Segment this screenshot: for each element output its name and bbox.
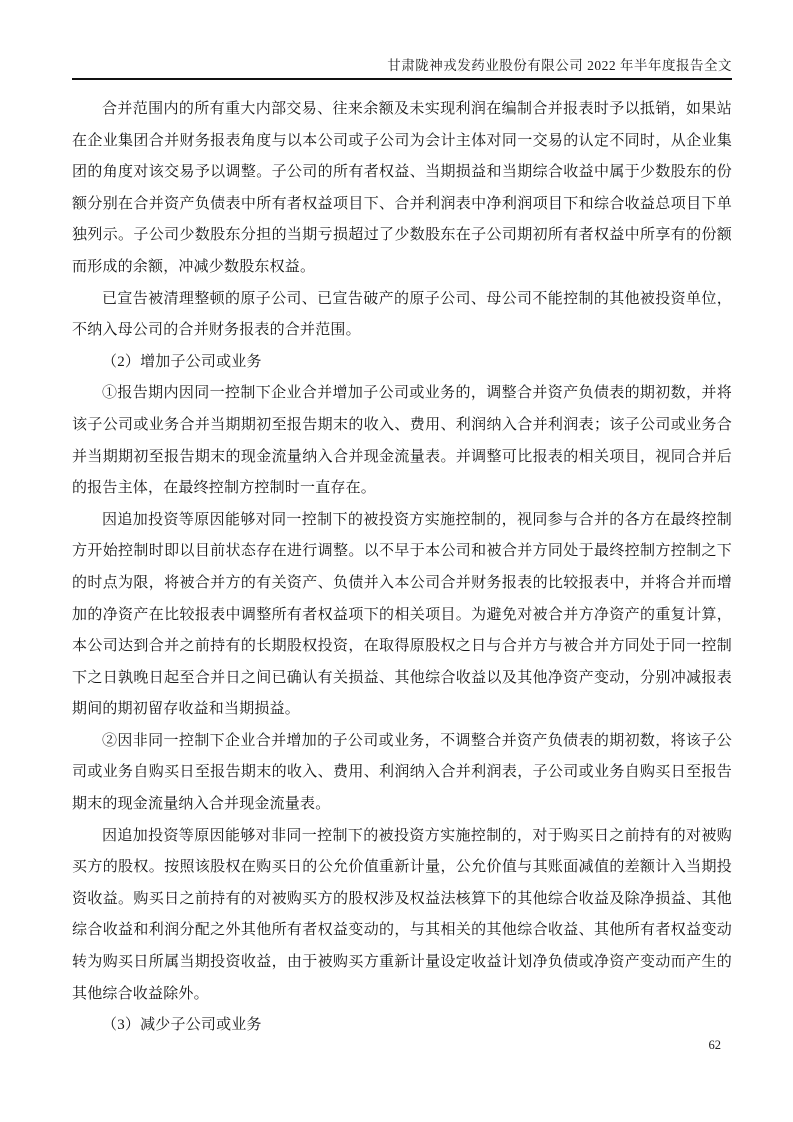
- para-excluded-subsidiaries: 已宣告被清理整顿的原子公司、已宣告破产的原子公司、母公司不能控制的其他被投资单位，不纳入母公司的合并财务报表的合并范围。: [72, 290, 732, 339]
- heading-reduce-subsidiary-or-business: （3）减少子公司或业务: [102, 1017, 262, 1034]
- para-same-control-merger: ①报告期内因同一控制下企业合并增加子公司或业务的，调整合并资产负债表的期初数，并将该子公司或业务合并当期期初至报告期末的收入、费用、利润纳入合并利润表；该子公司或业务合并当期期初至报告期末的现金流量纳入合并现金流量表。并调整可比报表的相关项目，视同合并后的报告主体，在最终控制方控制时一直存在。: [72, 385, 732, 497]
- para-consolidation-elimination: 合并范围内的所有重大内部交易、往来余额及未实现利润在编制合并报表时予以抵销，如果站在企业集团合并财务报表角度与以本公司或子公司为会计主体对同一交易的认定不同时，从企业集团的角度对该交易予以调整。子公司的所有者权益、当期损益和当期综合收益中属于少数股东的份额分别在合并资产负债表中所有者权益项目下、合并利润表中净利润项目下和综合收益总项目下单独列示。子公司少数股东分担的当期亏损超过了少数股东在子公司期初所有者权益中所享有的份额而形成的余额，冲减少数股东权益。: [72, 101, 732, 275]
- page-header: [72, 0, 732, 88]
- page-number: 62: [708, 1038, 721, 1052]
- report-header-title: 甘肃陇神戎发药业股份有限公司 2022 年半年度报告全文: [387, 58, 732, 73]
- para-additional-investment-same-control: 因追加投资等原因能够对同一控制下的被投资方实施控制的，视同参与合并的各方在最终控制方开始控制时即以目前状态存在进行调整。以不早于本公司和被合并方同处于最终控制方控制之下的时点为限，将被合并方的有关资产、负债并入本公司合并财务报表的比较报表中，并将合并而增加的净资产在比较报表中调整所有者权益项下的相关项目。为避免对被合并方净资产的重复计算，本公司达到合并之前持有的长期股权投资，在取得原股权之日与合并方与被合并方同处于同一控制下之日孰晚日起至合并日之间已确认有关损益、其他综合收益以及其他净资产变动，分别冲减报表期间的期初留存收益和当期损益。: [72, 511, 732, 718]
- para-non-same-control-merger: ②因非同一控制下企业合并增加的子公司或业务，不调整合并资产负债表的期初数，将该子公司或业务自购买日至报告期末的收入、费用、利润纳入合并利润表，子公司或业务自购买日至报告期末的现金流量纳入合并现金流量表。: [72, 732, 732, 813]
- report-body: [72, 94, 732, 1042]
- header-divider: [72, 78, 732, 80]
- heading-add-subsidiary-or-business: （2）增加子公司或业务: [102, 353, 262, 370]
- para-additional-investment-non-same-control: 因追加投资等原因能够对非同一控制下的被投资方实施控制的，对于购买日之前持有的对被购买方的股权。按照该股权在购买日的公允价值重新计量，公允价值与其账面减值的差额计入当期投资收益。购买日之前持有的对被购买方的股权涉及权益法核算下的其他综合收益及除净损益、其他综合收益和利润分配之外其他所有者权益变动的，与其相关的其他综合收益、其他所有者权益变动转为购买日所属当期投资收益，由于被购买方重新计量设定收益计划净负债或净资产变动而产生的其他综合收益除外。: [72, 827, 732, 1002]
